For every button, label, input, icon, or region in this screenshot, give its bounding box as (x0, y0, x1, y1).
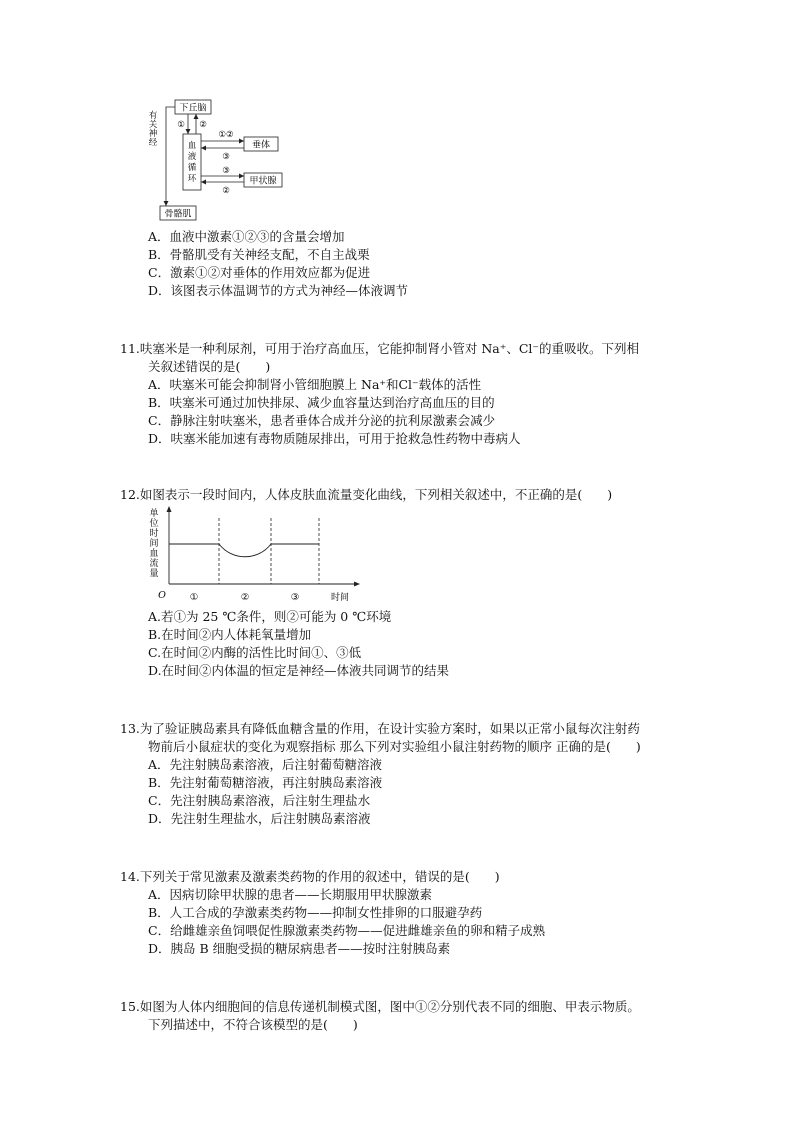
marker-3b: ③ (222, 166, 230, 176)
q13-stem-line1: 13.为了验证胰岛素具有降低血糖含量的作用，在设计实验方案时，如果以正常小鼠每次注射药 (120, 721, 640, 736)
q13-option-c: C．先注射胰岛素溶液，后注射生理盐水 (148, 793, 371, 808)
q10-option-a: A．血液中激素①②③的含量会增加 (148, 229, 345, 244)
q12-option-b: B.在时间②内人体耗氧量增加 (148, 627, 312, 642)
q11-option-b: B．呋塞米可通过加快排尿、减少血容量达到治疗高血压的目的 (148, 395, 495, 410)
q13-option-b: B．先注射葡萄糖溶液，再注射胰岛素溶液 (148, 775, 383, 790)
period-2: ② (240, 592, 250, 603)
q11-option-a: A．呋塞米可能会抑制肾小管细胞膜上 Na⁺和Cl⁻载体的活性 (148, 377, 482, 392)
q11-stem-line2: 关叙述错误的是( ) (148, 359, 271, 374)
q14-option-a: A．因病切除甲状腺的患者——长期服用甲状腺激素 (148, 887, 433, 902)
nerve-char-2: 关 (148, 120, 158, 130)
blood-circulation-char-1: 血 (187, 141, 197, 151)
marker-3a: ③ (222, 152, 230, 162)
nerve-pathway-line (166, 107, 175, 206)
q12-option-d: D.在时间②内体温的恒定是神经—体液共同调节的结果 (148, 663, 450, 678)
nerve-arrowhead (164, 201, 169, 206)
q15-stem-line1: 15.如图为人体内细胞间的信息传递机制模式图，图中①②分别代表不同的细胞、甲表示物质。 (120, 999, 640, 1014)
q10-option-c: C．激素①②对垂体的作用效应都为促进 (148, 265, 371, 280)
q13-stem-line2: 物前后小鼠症状的变化为观察指标 那么下列对实验组小鼠注射药物的顺序 正确的是( ) (148, 739, 641, 754)
q14-option-d: D．胰岛 B 细胞受损的糖尿病患者——按时注射胰岛素 (148, 941, 451, 956)
blood-circulation-char-2: 液 (187, 152, 197, 162)
q12-stem: 12.如图表示一段时间内，人体皮肤血流量变化曲线，下列相关叙述中，不正确的是( ) (120, 487, 613, 502)
q13-option-a: A．先注射胰岛素溶液，后注射葡萄糖溶液 (148, 757, 383, 772)
ylabel-char-6: 流 (149, 559, 159, 569)
q11-option-c: C．静脉注射呋塞米，患者垂体合成并分泌的抗利尿激素会减少 (148, 413, 496, 428)
ylabel-char-3: 时 (149, 529, 159, 539)
hypothalamus-label: 下丘脑 (179, 103, 207, 114)
ylabel-char-1: 单 (149, 509, 159, 519)
q11-option-d: D．呋塞米能加速有毒物质随尿排出，可用于抢救急性药物中毒病人 (148, 431, 521, 446)
ylabel-char-7: 量 (149, 569, 159, 579)
q10-option-d: D．该图表示体温调节的方式为神经—体液调节 (148, 283, 409, 298)
thyroid-label: 甲状腺 (249, 176, 277, 187)
nerve-char-3: 神 (148, 129, 158, 139)
skeletal-muscle-label: 骨骼肌 (164, 209, 192, 220)
nerve-char-1: 有 (148, 111, 158, 121)
q14-stem: 14.下列关于常见激素及激素类药物的作用的叙述中，错误的是( ) (120, 869, 500, 884)
q12-option-a: A.若①为 25 ℃条件，则②可能为 0 ℃环境 (148, 609, 392, 624)
q12-option-c: C.在时间②内酶的活性比时间①、③低 (148, 645, 362, 660)
q14-option-c: C．给雌雄亲鱼饲喂促性腺激素类药物——促进雌雄亲鱼的卵和精子成熟 (148, 923, 546, 938)
ylabel-char-5: 血 (149, 549, 159, 559)
marker-2: ② (199, 120, 207, 130)
q13-option-d: D．先注射生理盐水，后注射胰岛素溶液 (148, 811, 371, 826)
q11-stem-line1: 11.呋塞米是一种利尿剂，可用于治疗高血压，它能抑制肾小管对 Na⁺、Cl⁻的重吸收。下列相 (120, 341, 640, 356)
blood-flow-curve (169, 544, 319, 557)
q12-blood-flow-chart (140, 504, 380, 604)
blood-circulation-char-4: 环 (187, 174, 197, 184)
ylabel-char-2: 位 (149, 519, 159, 529)
ylabel-char-4: 间 (149, 539, 159, 549)
q14-option-b: B．人工合成的孕激素类药物——抑制女性排卵的口服避孕药 (148, 905, 483, 920)
nerve-char-4: 经 (148, 138, 158, 148)
blood-circulation-char-3: 循 (187, 163, 197, 173)
period-1: ① (189, 592, 199, 603)
marker-2b: ② (222, 186, 230, 196)
q10-regulation-diagram (140, 96, 300, 224)
pituitary-label: 垂体 (251, 140, 271, 151)
q10-option-b: B．骨骼肌受有关神经支配，不自主战栗 (148, 247, 370, 262)
marker-1: ① (177, 120, 185, 130)
marker-12: ①② (218, 130, 234, 140)
xlabel: 时间 (330, 593, 350, 603)
period-3: ③ (290, 592, 300, 603)
origin-label: O (158, 590, 166, 601)
q15-stem-line2: 下列描述中，不符合该模型的是( ) (148, 1017, 358, 1032)
